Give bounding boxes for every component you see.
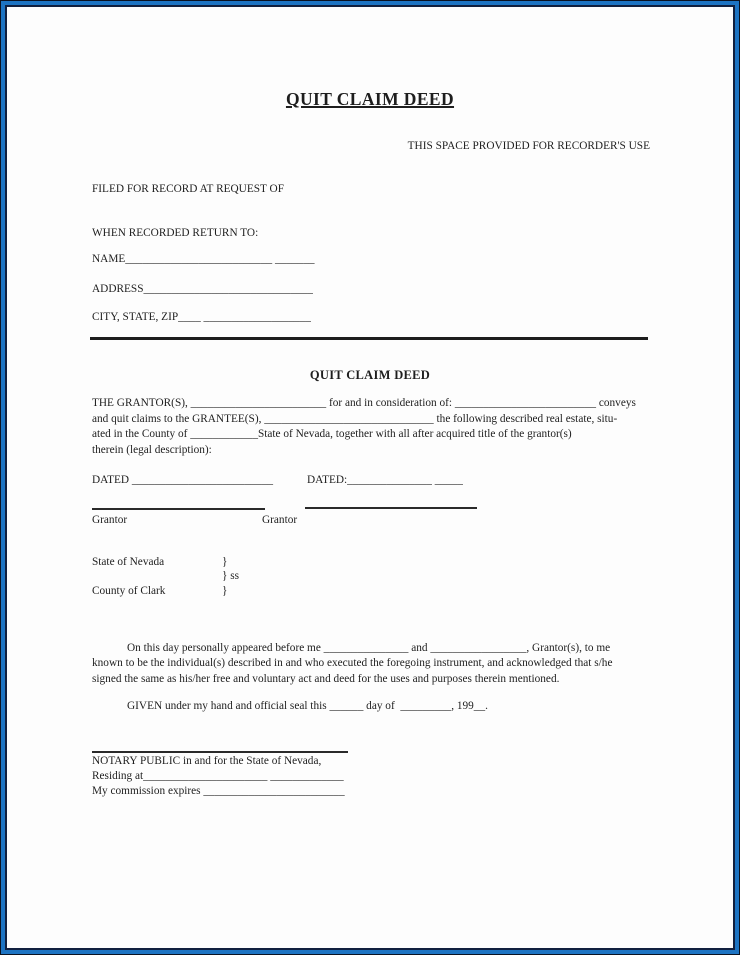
acknowledgment-line-2: known to be the individual(s) described in and who executed the foregoing instrument, and acknowledged that s/he [92, 657, 613, 669]
venue-brace-bottom: } [222, 585, 228, 597]
notary-public-label: NOTARY PUBLIC in and for the State of Nevada, [92, 755, 322, 767]
dated-left-line: DATED _________________________ [92, 474, 274, 486]
grantor-clause-line-1: THE GRANTOR(S), ________________________ for and in consideration of: _________________________ conveys [92, 397, 636, 409]
venue-brace-ss: } ss [222, 570, 240, 582]
venue-brace-top: } [222, 556, 228, 568]
recorder-space-note: THIS SPACE PROVIDED FOR RECORDER'S USE [407, 140, 650, 152]
notary-signature-line [92, 751, 348, 753]
given-under-seal-line: GIVEN under my hand and official seal this ______ day of _________, 199__. [127, 700, 488, 712]
venue-county-label: County of Clark [92, 585, 166, 597]
grantor-label-left: Grantor [92, 514, 128, 526]
grantor-clause-line-4: therein (legal description): [92, 444, 212, 456]
return-to-label: WHEN RECORDED RETURN TO: [92, 227, 259, 239]
grantor-clause-line-3: ated in the County of ____________State of Nevada, together with all after acquired title of the grantor(s) [92, 428, 572, 440]
grantor-signature-line-right [305, 507, 477, 509]
section-divider-rule [90, 337, 648, 340]
filed-for-record-label: FILED FOR RECORD AT REQUEST OF [92, 183, 284, 195]
name-field-line: NAME__________________________ _______ [92, 253, 315, 265]
notary-residing-line: Residing at______________________ _____________ [92, 770, 344, 782]
acknowledgment-line-3: signed the same as his/her free and voluntary act and deed for the uses and purposes therein mentioned. [92, 673, 560, 685]
venue-state-label: State of Nevada [92, 556, 165, 568]
notary-commission-line: My commission expires _________________________ [92, 785, 345, 797]
document-title: QUIT CLAIM DEED [285, 89, 455, 109]
city-state-zip-field-line: CITY, STATE, ZIP____ ___________________ [92, 311, 311, 323]
address-field-line: ADDRESS______________________________ [92, 283, 313, 295]
grantor-label-right: Grantor [262, 514, 298, 526]
dated-right-line: DATED:_______________ _____ [307, 474, 463, 486]
acknowledgment-line-1: On this day personally appeared before me _______________ and _________________, Grantor(s), to me [127, 642, 611, 654]
grantor-signature-line-left [92, 508, 265, 510]
grantor-clause-line-2: and quit claims to the GRANTEE(S), ______________________________ the following described real estate, situ- [92, 413, 618, 425]
deed-section-heading: QUIT CLAIM DEED [309, 368, 431, 382]
